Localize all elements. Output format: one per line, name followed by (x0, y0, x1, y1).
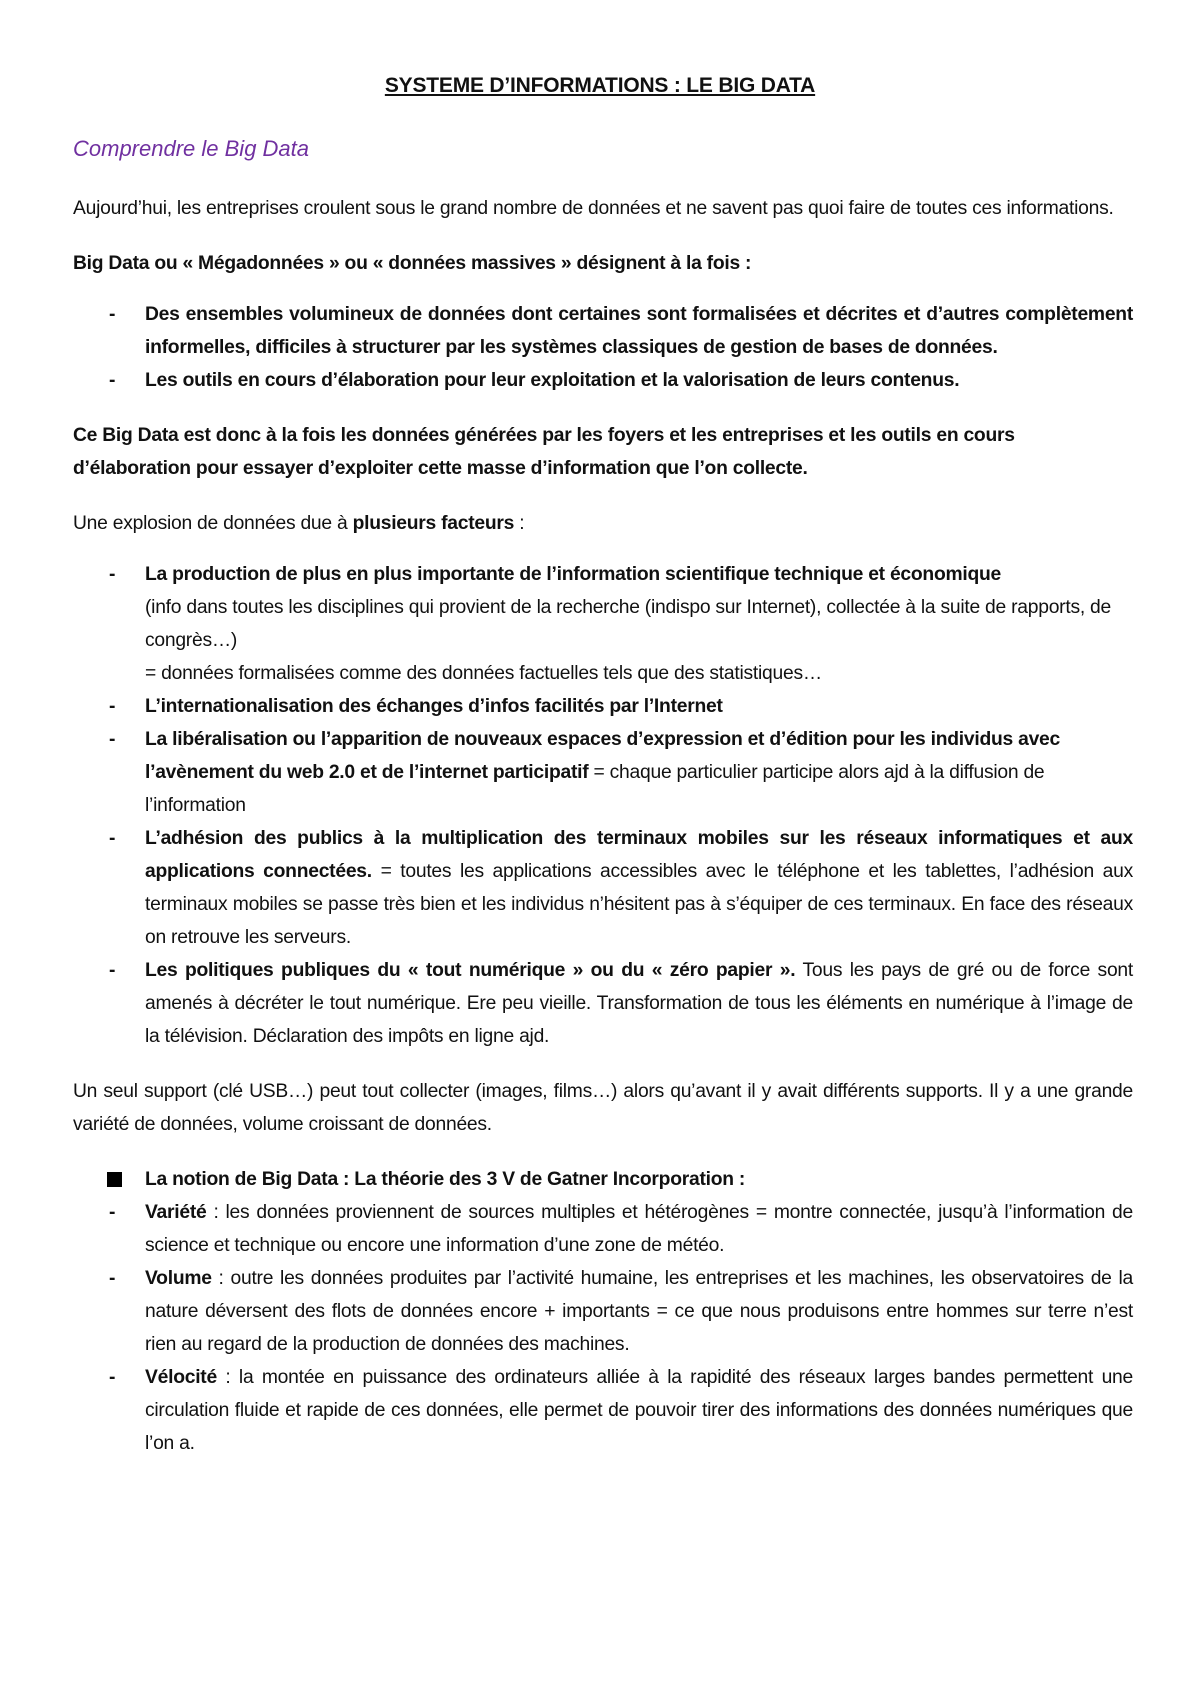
section-heading: Comprendre le Big Data (73, 136, 310, 161)
definition-list (73, 298, 1133, 397)
summary-paragraph: Ce Big Data est donc à la fois les données générées par les foyers et les entreprises et les outils en cours d’élaboration pour essayer d’exploiter cette masse d’information que l’on collecte. (73, 425, 1015, 479)
factor-text: = chaque particulier participe alors ajd à la diffusion de l’information (145, 762, 1045, 816)
dash-bullet: - (109, 1268, 116, 1289)
dash-bullet: - (109, 1367, 116, 1388)
factor-bold: La production de plus en plus importante de l’information scientifique technique et économique (145, 564, 1002, 585)
dash-bullet: - (109, 828, 116, 849)
list-item (73, 1262, 1133, 1361)
v-text: : les données proviennent de sources multiples et hétérogènes = montre connectée, jusqu’à l’information de science et technique ou encore une information d’une zone de météo. (145, 1202, 1133, 1256)
list-item (73, 690, 1133, 723)
intro-paragraph: Aujourd’hui, les entreprises croulent sous le grand nombre de données et ne savent pas quoi faire de toutes ces informations. (73, 198, 1114, 219)
factor-text: (info dans toutes les disciplines qui provient de la recherche (indispo sur Internet), collectée à la suite de rapports, de congrès…) (145, 597, 1112, 651)
v-term: Volume (145, 1268, 212, 1289)
dash-bullet: - (109, 304, 116, 325)
dash-bullet: - (109, 564, 116, 585)
v-term: Vélocité (145, 1367, 217, 1388)
three-v-heading-item (73, 1163, 1133, 1196)
definition-lead: Big Data ou « Mégadonnées » ou « données massives » désignent à la fois : (73, 253, 752, 274)
list-item (73, 298, 1133, 364)
explosion-lead (73, 507, 1133, 540)
list-item-text: Des ensembles volumineux de données dont certaines sont formalisées et décrites et d’autres complètement informelles, difficiles à structurer par les systèmes classiques de gestion de bases de données. (145, 304, 1133, 358)
list-item (73, 954, 1133, 1053)
factor-text: Tous les pays de gré ou de force sont amenés à décréter le tout numérique. Ere peu vieille. Transformation de tous les éléments en numérique à l’image de la télévision. Déclaration des impôts en ligne ajd. (145, 960, 1134, 1047)
three-v-heading: La notion de Big Data : La théorie des 3 V de Gatner Incorporation : (145, 1169, 746, 1190)
list-item (73, 558, 1133, 690)
list-item (73, 822, 1133, 954)
list-item-text: Les outils en cours d’élaboration pour leur exploitation et la valorisation de leurs contenus. (145, 370, 960, 391)
factors-list (73, 558, 1133, 1053)
factor-bold: L’internationalisation des échanges d’infos facilités par l’Internet (145, 696, 723, 717)
dash-bullet: - (109, 696, 116, 717)
v-text: : outre les données produites par l’activité humaine, les entreprises et les machines, les observatoires de la nature déversent des flots de données encore + importants = ce que nous produisons entre hommes sur terre n’est rien au regard de la production de données des machines. (145, 1268, 1133, 1355)
explosion-lead-text: Une explosion de données due à (73, 513, 353, 534)
dash-bullet: - (109, 370, 116, 391)
list-item (73, 1196, 1133, 1262)
square-bullet-icon (107, 1172, 122, 1187)
v-text: : la montée en puissance des ordinateurs alliée à la rapidité des réseaux larges bandes permettent une circulation fluide et rapide de ces données, elle permet de pouvoir tirer des informations des données numériques que l’on a. (145, 1367, 1133, 1454)
document-title: SYSTEME D’INFORMATIONS : LE BIG DATA (384, 74, 816, 97)
dash-bullet: - (109, 729, 116, 750)
explosion-lead-end: : (514, 513, 525, 534)
factor-bold: La libéralisation ou l’apparition de nouveaux espaces d’expression et d’édition pour les individus avec l’avènement du web 2.0 et de l’internet participatif (145, 729, 1060, 783)
factor-text: = toutes les applications accessibles avec le téléphone et les tablettes, l’adhésion aux terminaux mobiles se passe très bien et les individus n’hésitent pas à s’équiper de ces terminaux. En face des réseaux on retrouve les serveurs. (145, 861, 1133, 948)
dash-bullet: - (109, 1202, 116, 1223)
factor-bold: Les politiques publiques du « tout numérique » ou du « zéro papier ». (145, 960, 796, 981)
document-body (73, 192, 1133, 1482)
explosion-lead-bold: plusieurs facteurs (352, 513, 515, 534)
list-item (73, 1361, 1133, 1460)
v-term: Variété (145, 1202, 207, 1223)
factor-bold: L’adhésion des publics à la multiplication des terminaux mobiles sur les réseaux informatiques et aux applications connectées. (145, 828, 1133, 882)
three-v-list (73, 1163, 1133, 1460)
factor-extra: = données formalisées comme des données factuelles tels que des statistiques… (145, 663, 822, 684)
dash-bullet: - (109, 960, 116, 981)
list-item (73, 364, 1133, 397)
support-paragraph: Un seul support (clé USB…) peut tout collecter (images, films…) alors qu’avant il y avait différents supports. Il y a une grande variété de données, volume croissant de données. (73, 1081, 1133, 1135)
list-item (73, 723, 1133, 822)
